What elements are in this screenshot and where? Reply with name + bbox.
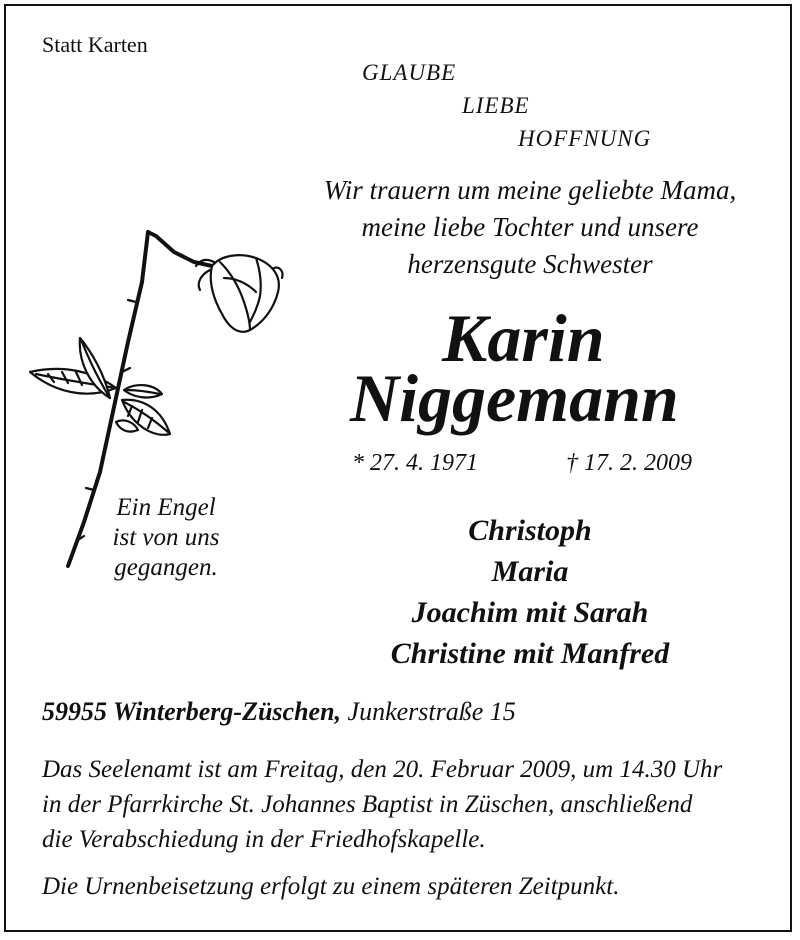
motto-hoffnung: HOFFNUNG xyxy=(518,126,652,151)
intro-line: herzensgute Schwester xyxy=(407,249,653,279)
motto-glaube: GLAUBE xyxy=(362,60,457,85)
death-date: † 17. 2. 2009 xyxy=(566,450,692,476)
service-text xyxy=(42,752,777,857)
deceased-last-name: Niggemann xyxy=(350,360,679,436)
address-place: 59955 Winterberg-Züschen, xyxy=(42,697,342,726)
birth-date: * 27. 4. 1971 xyxy=(352,450,478,476)
address xyxy=(42,697,516,727)
family-member: Joachim mit Sarah xyxy=(411,596,649,629)
engel-text xyxy=(96,493,236,583)
engel-line: gegangen. xyxy=(114,554,218,581)
family-member: Christoph xyxy=(468,514,592,547)
burial-text: Die Urnenbeisetzung erfolgt zu einem späteren Zeitpunkt. xyxy=(42,873,620,900)
engel-line: ist von uns xyxy=(112,524,220,551)
engel-line: Ein Engel xyxy=(116,494,216,521)
statt-karten-label: Statt Karten xyxy=(42,32,148,57)
family-list xyxy=(330,510,730,674)
service-line: in der Pfarrkirche St. Johannes Baptist in Züschen, anschließend xyxy=(42,791,693,818)
intro-text xyxy=(280,172,780,283)
motto-liebe: LIEBE xyxy=(462,93,530,118)
address-street: Junkerstraße 15 xyxy=(347,697,516,726)
service-line: Das Seelenamt ist am Freitag, den 20. Februar 2009, um 14.30 Uhr xyxy=(42,756,723,783)
intro-line: meine liebe Tochter und unsere xyxy=(361,212,699,242)
family-member: Maria xyxy=(491,555,569,588)
service-line: die Verabschiedung in der Friedhofskapelle. xyxy=(42,826,486,853)
family-member: Christine mit Manfred xyxy=(390,637,670,670)
deceased-first-name: Karin xyxy=(442,300,605,376)
intro-line: Wir trauern um meine geliebte Mama, xyxy=(323,175,737,205)
